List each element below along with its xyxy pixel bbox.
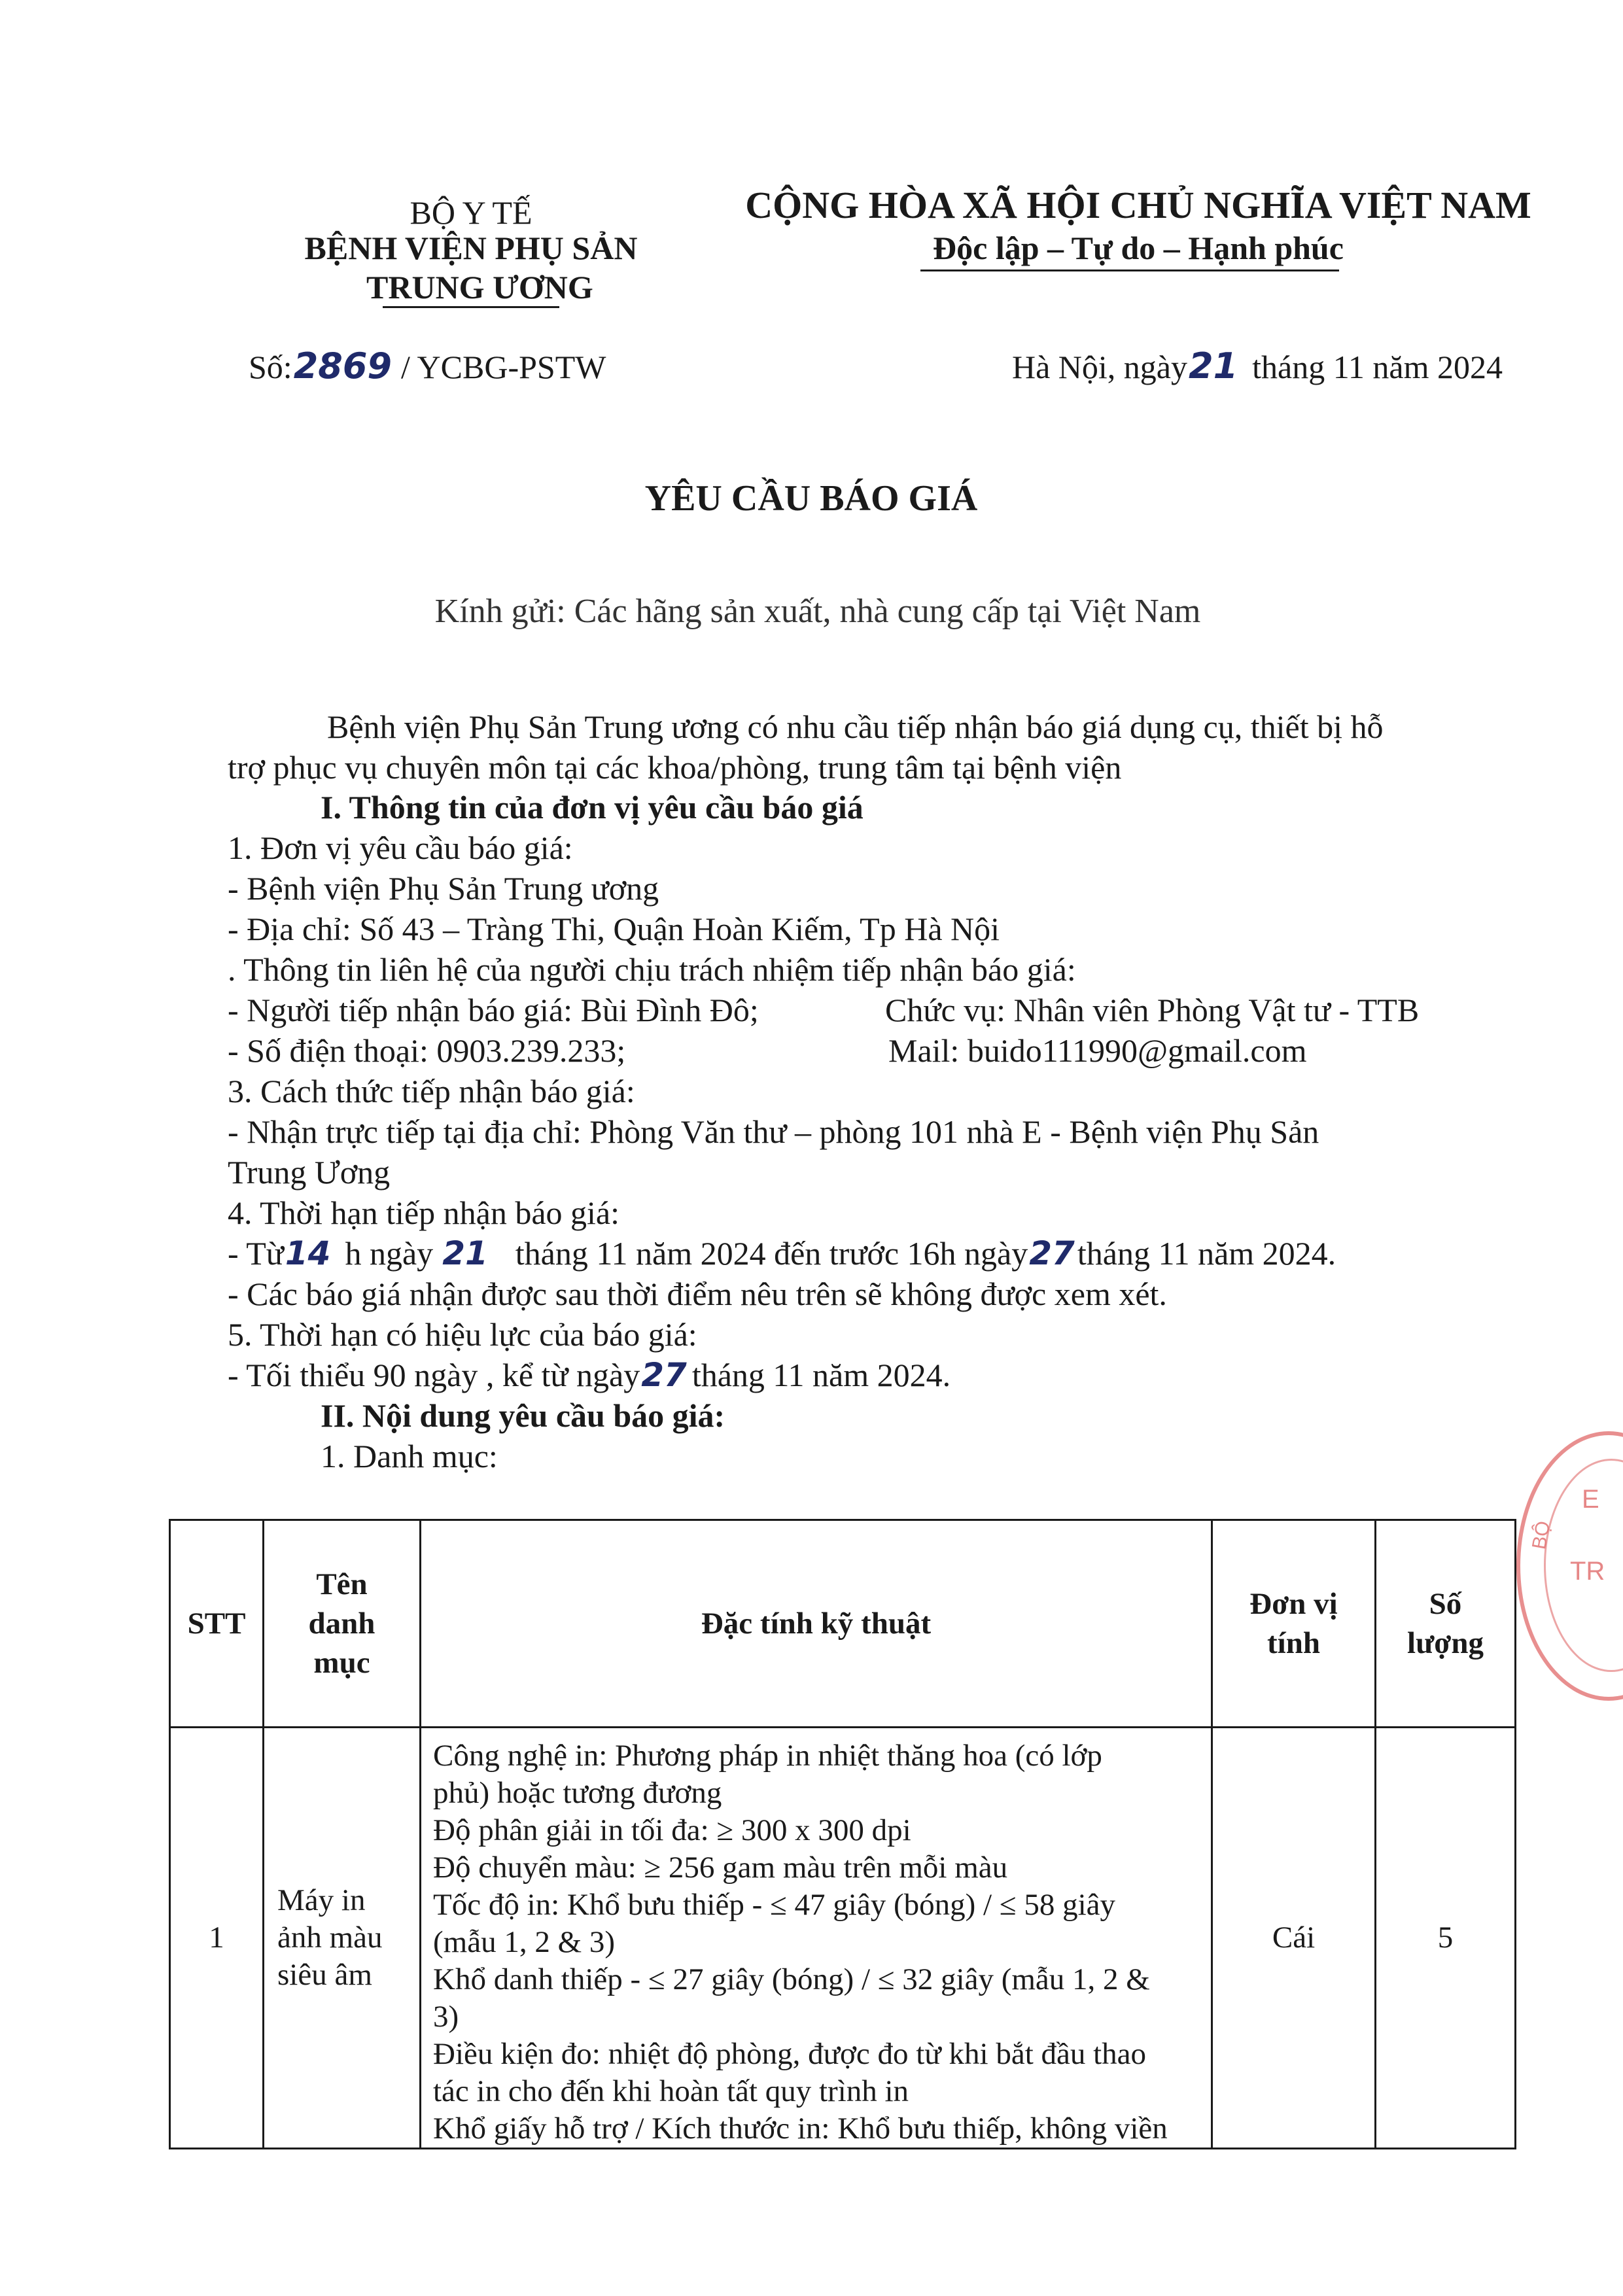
period-end-handwritten: 27 <box>1029 1234 1075 1272</box>
receiver-name: - Người tiếp nhận báo giá: Bùi Đình Đô; <box>228 992 759 1028</box>
unit-address: - Địa chỉ: Số 43 – Tràng Thi, Quận Hoàn Kiếm, Tp Hà Nội <box>228 911 1000 947</box>
intro-line1: Bệnh viện Phụ Sản Trung ương có nhu cầu tiếp nhận báo giá dụng cụ, thiết bị hỗ <box>327 708 1384 745</box>
section2-item1: 1. Danh mục: <box>321 1438 498 1474</box>
header-item-name: Tên danh mục <box>264 1520 421 1728</box>
document-date <box>1012 345 1503 387</box>
date-prefix: Hà Nội, ngày <box>1012 349 1187 385</box>
period-part-d: tháng 11 năm 2024. <box>1077 1235 1336 1272</box>
section1-heading: I. Thông tin của đơn vị yêu cầu báo giá <box>321 789 864 826</box>
number-handwritten: 2869 <box>293 345 392 387</box>
header-spec: Đặc tính kỹ thuật <box>421 1520 1212 1728</box>
period-part-a: - Từ <box>228 1235 284 1272</box>
receiver-mail: Mail: buido111990@gmail.com <box>888 1032 1307 1069</box>
late-note: - Các báo giá nhận được sau thời điểm nêu trên sẽ không được xem xét. <box>228 1276 1167 1312</box>
spec-line: Tốc độ in: Khổ bưu thiếp - ≤ 47 giây (bóng) / ≤ 58 giây <box>433 1888 1116 1922</box>
period-part-b: h ngày <box>345 1235 434 1272</box>
spec-line: Độ phân giải in tối đa: ≥ 300 x 300 dpi <box>433 1813 911 1847</box>
spec-line: phủ) hoặc tương đương <box>433 1776 722 1810</box>
row-unit: Cái <box>1212 1728 1376 2149</box>
validity-day-handwritten: 27 <box>641 1356 687 1394</box>
stamp-letter: BỘ <box>1528 1519 1555 1552</box>
receive-method-line1: - Nhận trực tiếp tại địa chỉ: Phòng Văn thư – phòng 101 nhà E - Bệnh viện Phụ Sản <box>228 1113 1319 1150</box>
hospital-name-line1: BỆNH VIỆN PHỤ SẢN <box>304 230 638 266</box>
spec-line: Điều kiện đo: nhiệt độ phòng, được đo từ khi bắt đầu thao <box>433 2037 1147 2071</box>
country-name: CỘNG HÒA XÃ HỘI CHỦ NGHĨA VIỆT NAM <box>745 184 1531 226</box>
date-day-handwritten: 21 <box>1189 345 1238 387</box>
section1-item3: 3. Cách thức tiếp nhận báo giá: <box>228 1073 635 1109</box>
hospital-underline <box>383 306 559 308</box>
section1-item4: 4. Thời hạn tiếp nhận báo giá: <box>228 1194 620 1231</box>
validity-part-b: tháng 11 năm 2024. <box>691 1357 951 1393</box>
header-quantity: Số lượng <box>1376 1520 1516 1728</box>
spec-line: Độ chuyển màu: ≥ 256 gam màu trên mỗi màu <box>433 1851 1008 1885</box>
spec-line: (mẫu 1, 2 & 3) <box>433 1925 616 1959</box>
motto-underline <box>920 270 1339 271</box>
ministry-name: BỘ Y TẾ <box>410 194 532 231</box>
receiver-phone: - Số điện thoại: 0903.239.233; <box>228 1032 626 1069</box>
row-spec <box>421 1728 1212 2149</box>
spec-line: 3) <box>433 2000 459 2034</box>
receive-method-line2: Trung Ương <box>228 1154 391 1191</box>
document-number <box>249 345 606 387</box>
greeting: Kính gửi: Các hãng sản xuất, nhà cung cấp tại Việt Nam <box>434 593 1201 630</box>
table-header-row <box>170 1520 1516 1728</box>
period-hour-handwritten: 14 <box>285 1234 331 1272</box>
stamp-letter: E <box>1582 1485 1599 1514</box>
number-suffix: / YCBG-PSTW <box>401 349 606 385</box>
validity-part-a: - Tối thiểu 90 ngày , kể từ ngày <box>228 1357 640 1393</box>
period-day-handwritten: 21 <box>442 1234 488 1272</box>
document-title: YÊU CẦU BÁO GIÁ <box>644 478 978 519</box>
table-row <box>170 1728 1516 2149</box>
spec-line: Công nghệ in: Phương pháp in nhiệt thăng hoa (có lớp <box>433 1739 1102 1773</box>
section2-heading: II. Nội dung yêu cầu báo giá: <box>321 1397 725 1434</box>
section1-item5: 5. Thời hạn có hiệu lực của báo giá: <box>228 1316 697 1353</box>
section1-item2: . Thông tin liên hệ của người chịu trách nhiệm tiếp nhận báo giá: <box>228 951 1076 988</box>
intro-line2: trợ phục vụ chuyên môn tại các khoa/phòng, trung tâm tại bệnh viện <box>228 749 1122 786</box>
date-suffix: tháng 11 năm 2024 <box>1252 349 1503 385</box>
row-stt: 1 <box>170 1728 264 2149</box>
stamp-letter: TR <box>1570 1557 1605 1586</box>
section1-item1: 1. Đơn vị yêu cầu báo giá: <box>228 829 573 866</box>
period-part-c: tháng 11 năm 2024 đến trước 16h ngày <box>515 1235 1028 1272</box>
header-stt: STT <box>170 1520 264 1728</box>
catalog-table <box>169 1519 1516 2149</box>
spec-line: Khổ giấy hỗ trợ / Kích thước in: Khổ bưu thiếp, không viền <box>433 2112 1168 2146</box>
spec-line: tác in cho đến khi hoàn tất quy trình in <box>433 2074 909 2108</box>
receiver-position: Chức vụ: Nhân viên Phòng Vật tư - TTB <box>885 992 1420 1028</box>
row-item-name: Máy in ảnh màu siêu âm <box>264 1728 421 2149</box>
header-unit: Đơn vị tính <box>1212 1520 1376 1728</box>
spec-line: Khổ danh thiếp - ≤ 27 giây (bóng) / ≤ 32 giây (mẫu 1, 2 & <box>433 1962 1150 1996</box>
requesting-unit: - Bệnh viện Phụ Sản Trung ương <box>228 870 659 907</box>
validity <box>228 1355 951 1395</box>
national-motto: Độc lập – Tự do – Hạnh phúc <box>933 230 1344 266</box>
row-quantity: 5 <box>1376 1728 1516 2149</box>
number-prefix: Số: <box>249 349 292 385</box>
hospital-name-line2: TRUNG ƯƠNG <box>366 269 593 305</box>
receive-period <box>228 1233 1336 1274</box>
